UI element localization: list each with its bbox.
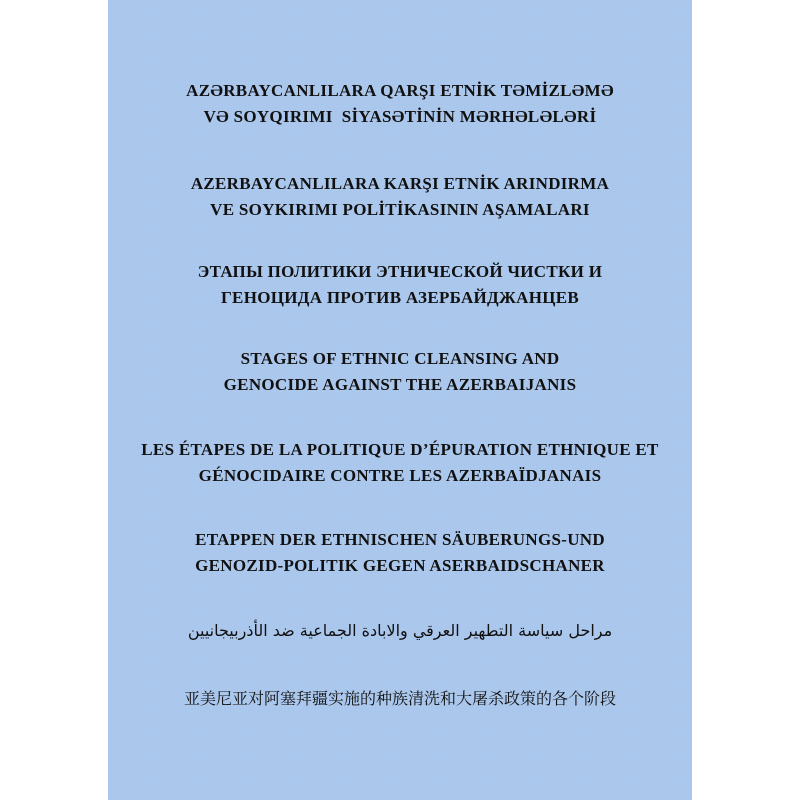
- title-chinese: [108, 686, 692, 712]
- title-azerbaijani: [108, 78, 692, 130]
- title-azerbaijani-line2: VƏ SOYQIRIMI SİYASƏTİNİN MƏRHƏLƏLƏRİ: [203, 107, 597, 126]
- title-german: [108, 527, 692, 579]
- title-french-line1: LES ÉTAPES DE LA POLITIQUE D’ÉPURATION ETHNIQUE ET: [141, 440, 659, 459]
- title-turkish: [108, 171, 692, 223]
- title-german-line1: ETAPPEN DER ETHNISCHEN SÄUBERUNGS-UND: [195, 530, 605, 549]
- cover-page: [108, 0, 692, 800]
- title-english-line1: STAGES OF ETHNIC CLEANSING AND: [240, 349, 560, 368]
- title-french: [108, 437, 692, 489]
- title-english-line2: GENOCIDE AGAINST THE AZERBAIJANIS: [223, 375, 577, 394]
- title-arabic: [108, 618, 692, 644]
- title-turkish-line2: VE SOYKIRIMI POLİTİKASININ AŞAMALARI: [210, 200, 590, 219]
- title-german-line2: GENOZID-POLITIK GEGEN ASERBAIDSCHANER: [195, 556, 605, 575]
- title-russian-line1: ЭТАПЫ ПОЛИТИКИ ЭТНИЧЕСКОЙ ЧИСТКИ И: [197, 262, 603, 281]
- title-arabic-line: مراحل سياسة التطهير العرقي والابادة الجماعية ضد الأذربيجانيين: [187, 621, 613, 640]
- title-turkish-line1: AZERBAYCANLILARA KARŞI ETNİK ARINDIRMA: [190, 174, 610, 193]
- title-english: [108, 346, 692, 398]
- title-chinese-line: 亚美尼亚对阿塞拜疆实施的种族清洗和大屠杀政策的各个阶段: [183, 689, 616, 708]
- title-russian: [108, 259, 692, 311]
- title-french-line2: GÉNOCIDAIRE CONTRE LES AZERBAÏDJANAIS: [198, 466, 602, 485]
- title-russian-line2: ГЕНОЦИДА ПРОТИВ АЗЕРБАЙДЖАНЦЕВ: [220, 288, 580, 307]
- title-azerbaijani-line1: AZƏRBAYCANLILARA QARŞI ETNİK TƏMİZLƏMƏ: [186, 81, 614, 100]
